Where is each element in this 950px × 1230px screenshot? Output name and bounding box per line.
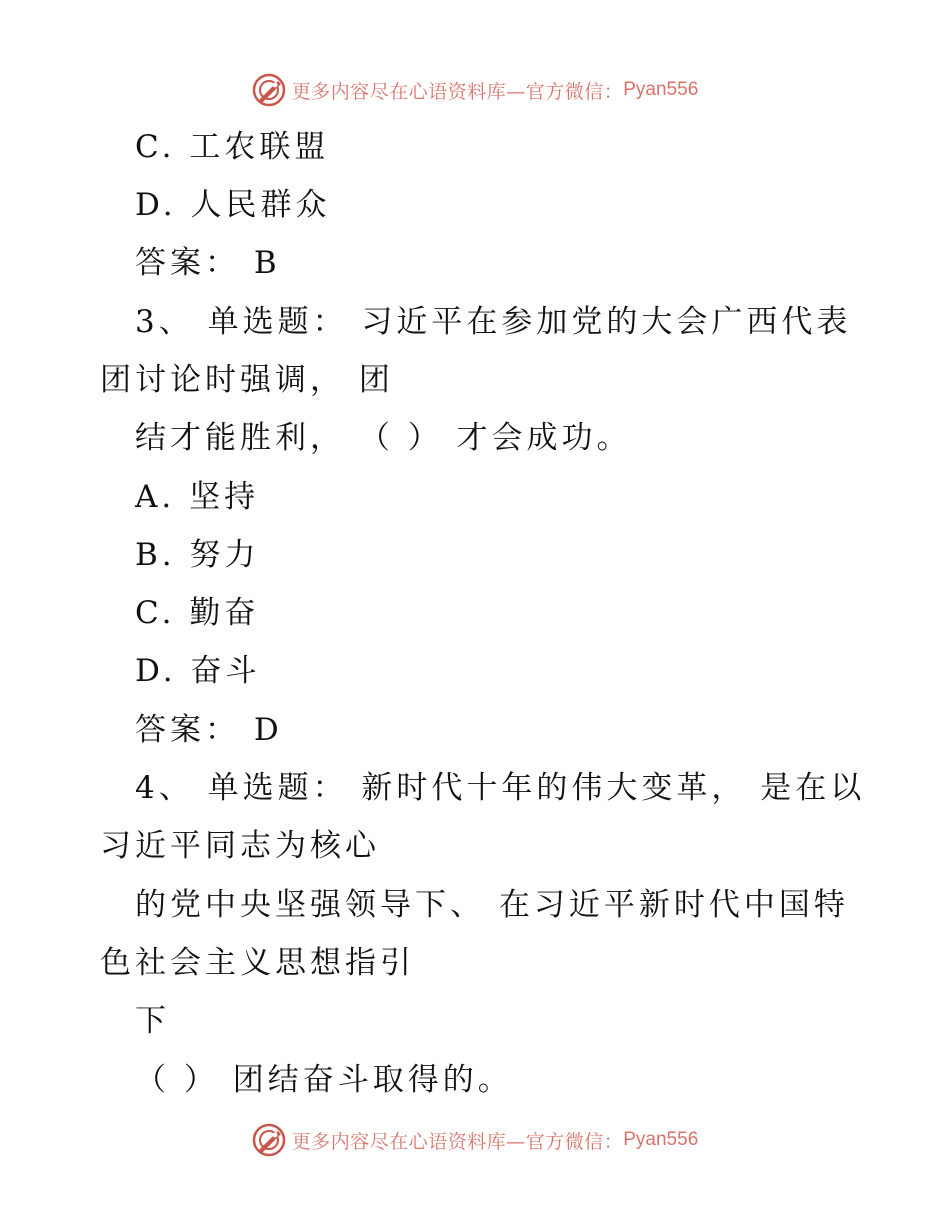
question-4-line: 下: [135, 1003, 170, 1039]
watermark-text: 更多内容尽在心语资料库—官方微信：: [291, 1130, 624, 1153]
header-watermark: [0, 70, 950, 110]
option-a-line: A. 坚持: [135, 479, 260, 515]
watermark-logo-icon: [252, 73, 286, 107]
option-d-line: D. 人民群众: [135, 187, 331, 223]
question-4-line: 的党中央坚强领导下、 在习近平新时代中国特: [135, 887, 849, 923]
answer-line: 答案： B: [135, 245, 281, 281]
option-c-line: C. 工农联盟: [135, 129, 330, 165]
question-4-line: 4、 单选题： 新时代十年的伟大变革， 是在以: [135, 770, 866, 806]
option-b-line: B. 努力: [135, 537, 260, 573]
question-3-line: 3、 单选题： 习近平在参加党的大会广西代表: [135, 304, 852, 340]
footer-watermark: [0, 1120, 950, 1160]
watermark-wechat-id: Pyan556: [623, 1129, 699, 1150]
question-4-line: （ ） 团结奋斗取得的。: [135, 1062, 513, 1098]
option-d-line: D. 奋斗: [135, 653, 261, 689]
question-4-line: 习近平同志为核心: [100, 828, 380, 864]
answer-line: 答案： D: [135, 712, 283, 748]
question-4-line: 色社会主义思想指引: [100, 945, 415, 981]
question-3-line: 团讨论时强调， 团: [100, 362, 394, 398]
watermark-text: 更多内容尽在心语资料库—官方微信：: [291, 80, 624, 103]
watermark-logo-icon: [252, 1123, 286, 1157]
question-3-line: 结才能胜利， （ ） 才会成功。: [135, 420, 632, 456]
option-c-line: C. 勤奋: [135, 595, 260, 631]
watermark-wechat-id: Pyan556: [623, 79, 699, 100]
